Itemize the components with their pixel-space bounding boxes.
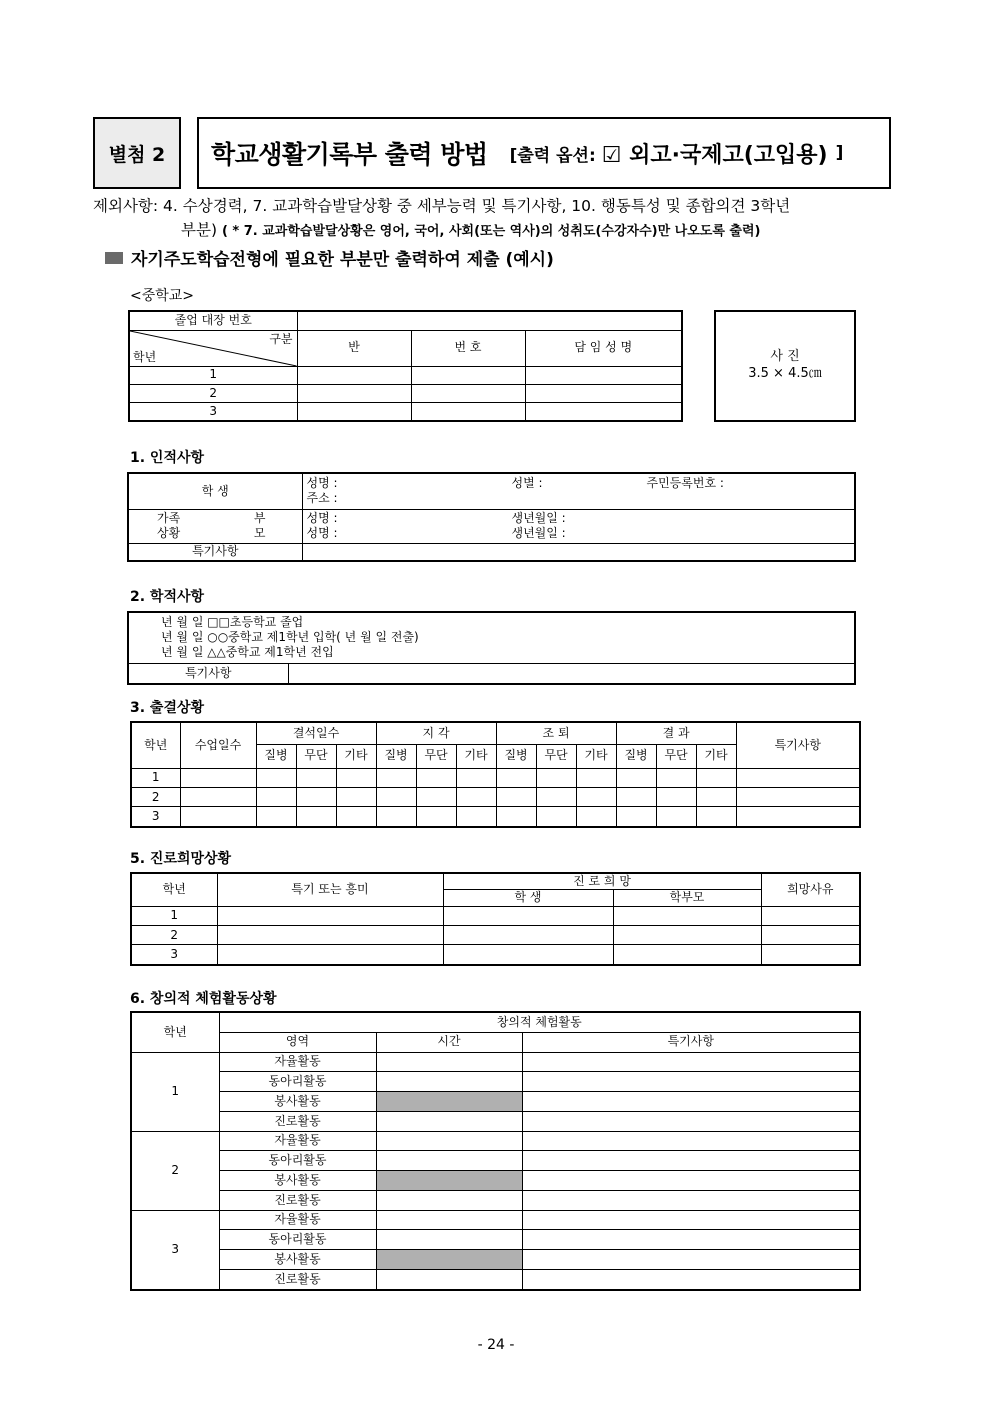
att-grade-cell: 1 xyxy=(131,768,180,787)
grade-cell: 3 xyxy=(129,402,297,421)
output-option-value: ☑ 외고·국제고(고입용) xyxy=(601,142,828,168)
exclusion-line-2 xyxy=(181,218,760,240)
exclusion-note: ( * 7. 교과학습발달상황은 영어, 국어, 사회(또는 역사)의 성취도(수강자수)만 나오도록 출력) xyxy=(221,224,761,239)
att-sub-unexcused: 무단 xyxy=(536,744,576,768)
activity-volunteer: 봉사활동 xyxy=(219,1171,376,1191)
academic-special-cell xyxy=(288,663,855,684)
personal-special-cell xyxy=(302,543,855,561)
activity-career: 진로활동 xyxy=(219,1190,376,1210)
career-grade-header: 학년 xyxy=(131,873,217,906)
academic-lines-cell xyxy=(128,612,855,663)
att-sub-illness: 질병 xyxy=(256,744,296,768)
creative-grade-header: 학년 xyxy=(131,1012,219,1052)
att-grade-cell: 2 xyxy=(131,787,180,806)
diag-bottom-label: 학년 xyxy=(133,350,157,365)
father-birth-label: 생년월일 : xyxy=(511,511,566,525)
att-group-late: 지 각 xyxy=(376,722,496,744)
attachment-tag: 별첨 2 xyxy=(93,117,181,189)
shaded-cell xyxy=(376,1171,522,1191)
name-label: 성명 : xyxy=(306,476,338,491)
father-label: 부 xyxy=(253,511,266,525)
section-attendance-title: 3. 출결상황 xyxy=(130,700,205,716)
personal-special-label: 특기사항 xyxy=(128,543,302,561)
att-sub-other: 기타 xyxy=(336,744,376,768)
mother-birth-label: 생년월일 : xyxy=(511,526,566,540)
title-box xyxy=(197,117,891,189)
att-sub-illness: 질병 xyxy=(376,744,416,768)
rrn-label: 주민등록번호 : xyxy=(646,476,724,491)
col-number: 번 호 xyxy=(411,330,525,366)
address-label: 주소 : xyxy=(306,491,338,506)
gender-label: 성별 : xyxy=(511,476,543,491)
mother-name-label: 성명 : xyxy=(306,526,338,540)
activity-autonomous: 자율활동 xyxy=(219,1210,376,1230)
photo-label: 사 진 xyxy=(770,349,800,365)
career-interest-header: 특기 또는 흥미 xyxy=(217,873,443,906)
activity-autonomous: 자율활동 xyxy=(219,1131,376,1151)
activity-volunteer: 봉사활동 xyxy=(219,1250,376,1270)
attendance-table xyxy=(130,721,861,828)
subheading xyxy=(105,245,554,270)
career-student-header: 학 생 xyxy=(443,889,613,906)
att-sub-illness: 질병 xyxy=(496,744,536,768)
page-number: - 24 - xyxy=(477,1337,515,1353)
family-status-cell xyxy=(128,509,302,543)
att-group-absence: 결석일수 xyxy=(256,722,376,744)
creative-special-header: 특기사항 xyxy=(522,1032,860,1052)
activity-volunteer: 봉사활동 xyxy=(219,1092,376,1112)
career-grade-cell: 2 xyxy=(131,925,217,944)
att-sub-unexcused: 무단 xyxy=(296,744,336,768)
creative-time-header: 시간 xyxy=(376,1032,522,1052)
academic-line: 년 월 일 □□초등학교 졸업 xyxy=(161,615,304,630)
att-sub-unexcused: 무단 xyxy=(656,744,696,768)
career-reason-header: 희망사유 xyxy=(761,873,860,906)
mother-label: 모 xyxy=(253,526,266,540)
section-career-title: 5. 진로희망상황 xyxy=(130,851,232,867)
grade-cell: 2 xyxy=(129,384,297,402)
school-label: <중학교> xyxy=(130,288,195,304)
personal-info-table xyxy=(127,472,856,562)
grade-cell: 1 xyxy=(129,366,297,384)
status-label: 상황 xyxy=(157,526,181,540)
family-label: 가족 xyxy=(157,511,181,525)
grad-register-header: 졸업 대장 번호 xyxy=(129,311,297,330)
career-grade-cell: 3 xyxy=(131,945,217,965)
att-sub-illness: 질병 xyxy=(616,744,656,768)
diag-top-label: 구분 xyxy=(269,331,293,346)
activity-club: 동아리활동 xyxy=(219,1072,376,1092)
section-creative-title: 6. 창의적 체험활동상황 xyxy=(130,991,277,1007)
graduation-table xyxy=(128,310,683,422)
academic-line: 년 월 일 △△중학교 제1학년 전입 xyxy=(161,645,334,660)
shaded-cell xyxy=(376,1250,522,1270)
shaded-cell xyxy=(376,1092,522,1112)
academic-record-table xyxy=(127,611,856,685)
activity-club: 동아리활동 xyxy=(219,1230,376,1250)
creative-group-header: 창의적 체험활동 xyxy=(219,1012,860,1032)
academic-special-label: 특기사항 xyxy=(128,663,288,684)
att-sub-other: 기타 xyxy=(696,744,736,768)
parent-info-cell xyxy=(302,509,855,543)
creative-grade-cell: 1 xyxy=(131,1052,219,1131)
student-info-cell xyxy=(302,473,855,509)
creative-area-header: 영역 xyxy=(219,1032,376,1052)
creative-grade-cell: 3 xyxy=(131,1210,219,1290)
page-title: 학교생활기록부 출력 방법 xyxy=(211,140,488,169)
col-class: 반 xyxy=(297,330,411,366)
att-special-header: 특기사항 xyxy=(736,722,860,768)
att-sub-other: 기타 xyxy=(456,744,496,768)
att-grade-header: 학년 xyxy=(131,722,180,768)
photo-size: 3.5 × 4.5㎝ xyxy=(748,366,822,381)
career-grade-cell: 1 xyxy=(131,906,217,925)
att-group-result: 결 과 xyxy=(616,722,736,744)
exclusion-line-2-text: 부분) xyxy=(181,221,217,239)
section-academic-title: 2. 학적사항 xyxy=(130,589,205,605)
section-personal-title: 1. 인적사항 xyxy=(130,450,205,466)
career-hope-header: 진 로 희 망 xyxy=(443,873,761,889)
creative-activity-table xyxy=(130,1011,861,1291)
att-sub-other: 기타 xyxy=(576,744,616,768)
att-group-early: 조 퇴 xyxy=(496,722,616,744)
father-name-label: 성명 : xyxy=(306,511,338,525)
exclusion-line-1: 제외사항: 4. 수상경력, 7. 교과학습발달상황 중 세부능력 및 특기사항, 10. 행동특성 및 종합의견 3학년 xyxy=(93,197,791,215)
academic-line: 년 월 일 ○○중학교 제1학년 입학( 년 월 일 전출) xyxy=(161,630,419,645)
grad-register-cell xyxy=(297,311,682,330)
photo-box xyxy=(714,310,856,422)
att-days-header: 수업일수 xyxy=(180,722,256,768)
att-sub-unexcused: 무단 xyxy=(416,744,456,768)
activity-club: 동아리활동 xyxy=(219,1151,376,1171)
diagonal-header-cell xyxy=(129,330,297,366)
career-hope-table xyxy=(130,872,861,966)
output-option-label: [출력 옵션: xyxy=(509,145,596,166)
col-homeroom-teacher: 담 임 성 명 xyxy=(525,330,682,366)
square-bullet-icon xyxy=(105,252,123,264)
activity-autonomous: 자율활동 xyxy=(219,1052,376,1072)
student-label: 학 생 xyxy=(128,473,302,509)
creative-grade-cell: 2 xyxy=(131,1131,219,1210)
subheading-text: 자기주도학습전형에 필요한 부분만 출력하여 제출 (예시) xyxy=(131,250,554,270)
activity-career: 진로활동 xyxy=(219,1269,376,1290)
att-grade-cell: 3 xyxy=(131,807,180,827)
output-option-close: ] xyxy=(835,143,844,163)
career-parent-header: 학부모 xyxy=(613,889,761,906)
activity-career: 진로활동 xyxy=(219,1111,376,1131)
